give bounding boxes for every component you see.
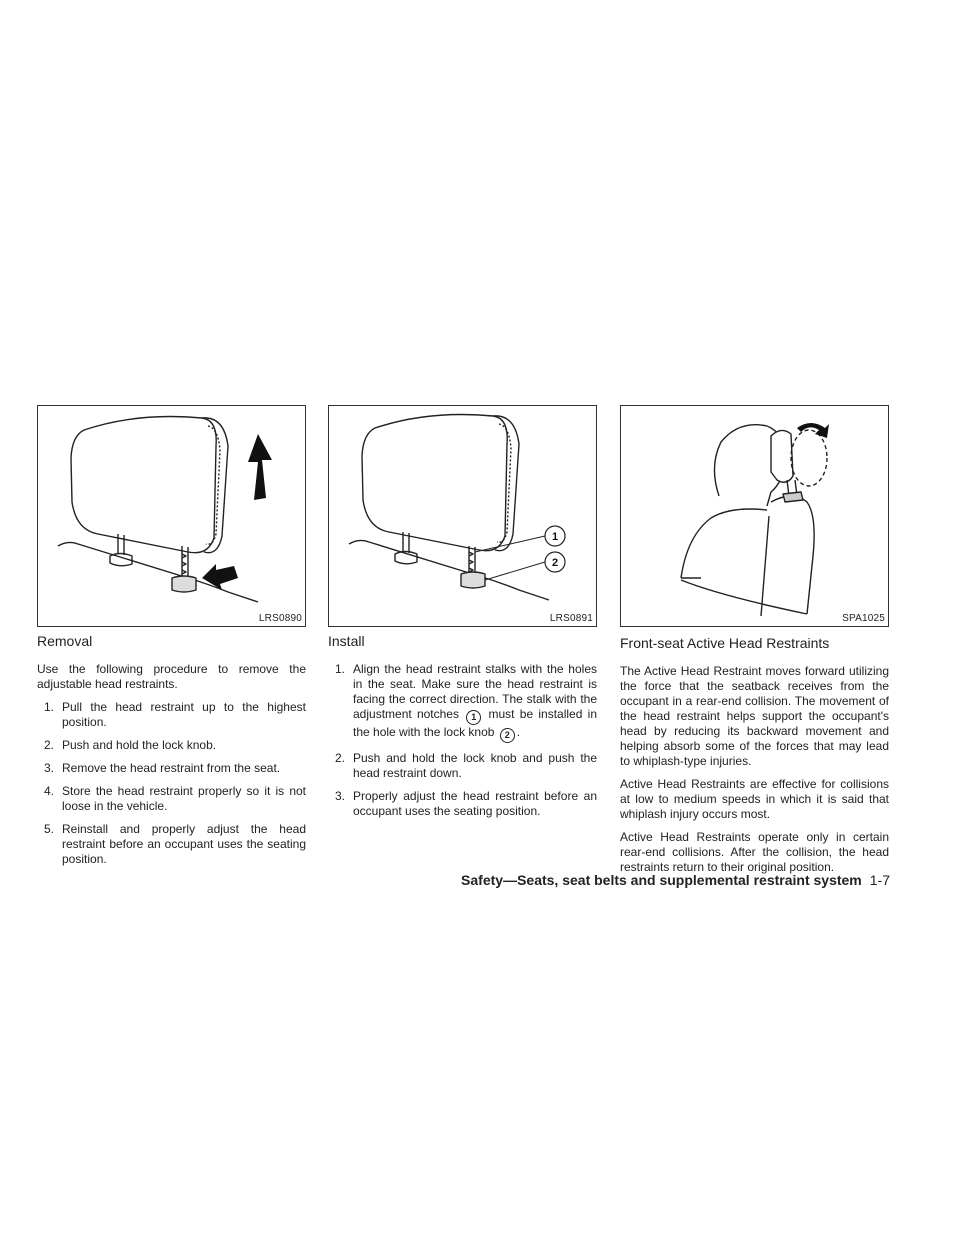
- install-column: [328, 405, 597, 827]
- install-figure: [328, 405, 597, 627]
- page-number: 1-7: [869, 872, 890, 888]
- active-restraint-figure: [620, 405, 889, 627]
- section-title: Safety—Seats, seat belts and supplemental restraint system: [461, 872, 862, 888]
- intro-text: Use the following procedure to remove the adjustable head restraints.: [37, 662, 306, 691]
- head-restraint-removal-illustration: [38, 406, 305, 626]
- removal-steps: [37, 700, 306, 867]
- removal-figure: [37, 405, 306, 627]
- list-item: 1. Pull the head restraint up to the highest position.: [44, 700, 306, 729]
- callout-2-label: 2: [551, 557, 559, 569]
- list-item: 3. Properly adjust the head restraint before an occupant uses the seating position.: [335, 789, 597, 818]
- list-item: 2. Push and hold the lock knob.: [44, 738, 217, 752]
- section-heading: Front-seat Active Head Restraints: [620, 635, 830, 651]
- callout-2-marker: 2: [500, 728, 515, 743]
- figure-code: SPA1025: [842, 613, 885, 624]
- list-item: 4. Store the head restraint properly so it is not loose in the vehicle.: [44, 784, 306, 813]
- figure-code: LRS0891: [549, 613, 593, 624]
- install-steps: [328, 662, 597, 819]
- list-item: 1. Align the head restraint stalks with the holes in the seat. Make sure the head restraint is facing the correct direction. The stalk with the adjustment notches 1 must be installed in the hole with the lock knob 2 .: [328, 662, 597, 743]
- callout-1-label: 1: [551, 531, 559, 543]
- occupant-head-restraint-illustration: [621, 406, 888, 626]
- section-heading: Removal: [37, 633, 93, 649]
- active-head-restraint-column: [620, 405, 889, 883]
- section-heading: Install: [328, 633, 365, 649]
- paragraph: Active Head Restraints are effective for collisions at low to medium speeds in which it is said that whiplash injury occurs most.: [620, 777, 889, 821]
- figure-code: LRS0890: [258, 613, 302, 624]
- callout-1-marker: 1: [466, 710, 481, 725]
- removal-column: [37, 405, 306, 875]
- paragraph: The Active Head Restraint moves forward utilizing the force that the seatback receives from the occupant in a rear-end collision. The movement of the head restraint helps support the occupant's head by reducing its backward movement and helping absorb some of the forces that may lead to whiplash-type injuries.: [620, 664, 889, 768]
- list-item: 3. Remove the head restraint from the seat.: [44, 761, 281, 775]
- head-restraint-install-illustration: [329, 406, 596, 626]
- paragraph: Active Head Restraints operate only in certain rear-end collisions. After the collision, the head restraints return to their original position.: [620, 830, 889, 874]
- list-item: 2. Push and hold the lock knob and push the head restraint down.: [335, 751, 597, 780]
- page-footer: [461, 872, 890, 888]
- list-item: 5. Reinstall and properly adjust the head restraint before an occupant uses the seating position.: [44, 822, 306, 866]
